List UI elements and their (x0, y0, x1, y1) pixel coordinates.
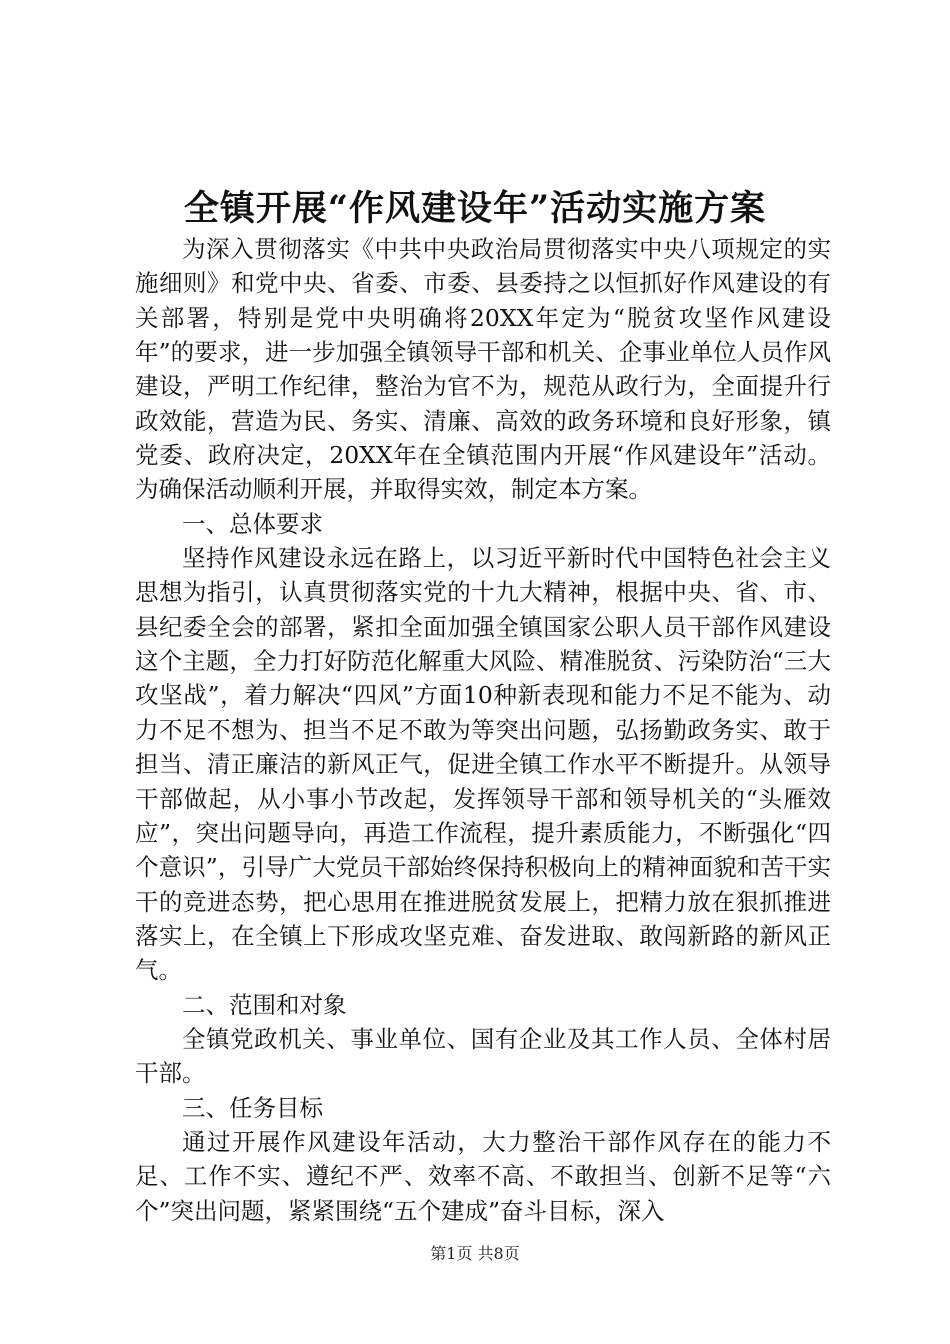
section-heading-general-requirements: 一、总体要求 (182, 509, 323, 538)
scope-paragraph: 全镇党政机关、事业单位、国有企业及其工作人员、全体村居干部。 (135, 1024, 831, 1088)
goals-paragraph: 通过开展作风建设年活动，大力整治干部作风存在的能力不足、工作不实、遵纪不严、效率不高、不敢担当、创新不足等“六个”突出问题，紧紧围绕“五个建成”奋斗目标，深入 (135, 1127, 831, 1225)
document-title: 全镇开展“作风建设年”活动实施方案 (183, 188, 767, 229)
page-number-footer: 第1页 共8页 (430, 1244, 520, 1263)
document-body (135, 232, 831, 1228)
general-requirements-paragraph: 坚持作风建设永远在路上，以习近平新时代中国特色社会主义思想为指引，认真贯彻落实党的十九大精神，根据中央、省、市、县纪委全会的部署，紧扣全面加强全镇国家公职人员干部作风建设这个主题，全力打好防范化解重大风险、精准脱贫、污染防治“三大攻坚战”，着力解决“四风”方面10种新表现和能力不足不能为、动力不足不想为、担当不足不敢为等突出问题，弘扬勤政务实、敢于担当、清正廉洁的新风正气，促进全镇工作水平不断提升。从领导干部做起，从小事小节改起，发挥领导干部和领导机关的“头雁效应”，突出问题导向，再造工作流程，提升素质能力，不断强化“四个意识”，引导广大党员干部始终保持积极向上的精神面貌和苦干实干的竞进态势，把心思用在推进脱贫发展上，把精力放在狠抓推进落实上，在全镇上下形成攻坚克难、奋发进取、敢闯新路的新风正气。 (135, 544, 831, 985)
intro-paragraph: 为深入贯彻落实《中共中央政治局贯彻落实中央八项规定的实施细则》和党中央、省委、市委、县委持之以恒抓好作风建设的有关部署，特别是党中央明确将20XX年定为“脱贫攻坚作风建设年”的要求，进一步加强全镇领导干部和机关、企事业单位人员作风建设，严明工作纪律，整治为官不为，规范从政行为，全面提升行政效能，营造为民、务实、清廉、高效的政务环境和良好形象，镇党委、政府决定，20XX年在全镇范围内开展“作风建设年”活动。为确保活动顺利开展，并取得实效，制定本方案。 (135, 235, 831, 504)
section-heading-goals: 三、任务目标 (182, 1093, 323, 1122)
section-heading-scope: 二、范围和对象 (182, 990, 347, 1019)
